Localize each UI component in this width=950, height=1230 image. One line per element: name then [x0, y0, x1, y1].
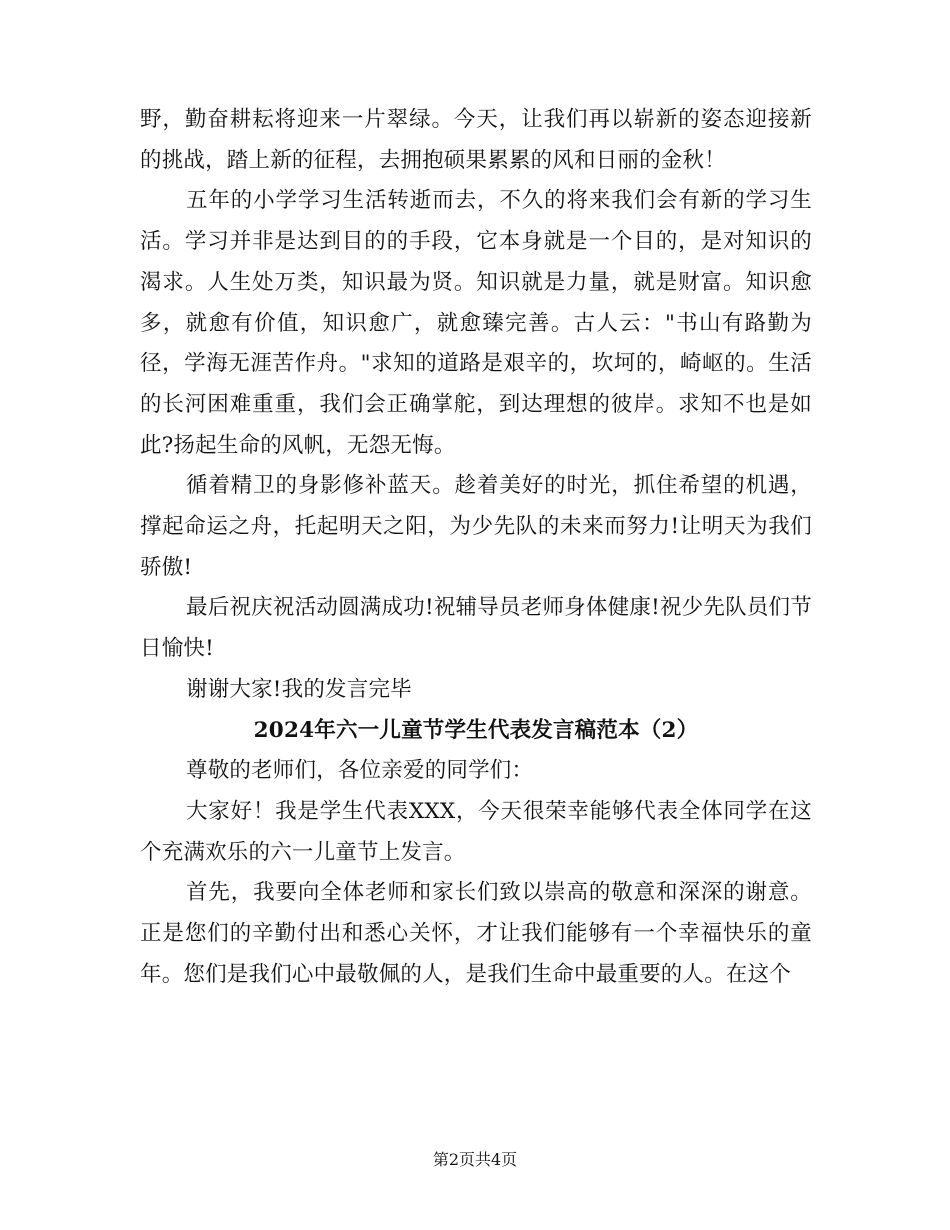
paragraph-continuation: 野，勤奋耕耘将迎来一片翠绿。今天，让我们再以崭新的姿态迎接新的挑战，踏上新的征程，去拥抱硕果累累的风和日丽的金秋！ — [140, 107, 812, 173]
paragraph-thanks: 谢谢大家!我的发言完毕 — [186, 676, 412, 702]
paragraph-salutation: 尊敬的老师们，各位亲爱的同学们： — [186, 758, 534, 784]
paragraph-greeting: 大家好！我是学生代表XXX，今天很荣幸能够代表全体同学在这个充满欢乐的六一儿童节上发言。 — [140, 798, 812, 865]
paragraph-gratitude: 首先，我要向全体老师和家长们致以崇高的敬意和深深的谢意。正是您们的辛勤付出和悉心关怀，才让我们能够有一个幸福快乐的童年。您们是我们心中最敬佩的人，是我们生命中最重要的人。在这个 — [140, 880, 812, 987]
document-body — [140, 100, 812, 995]
section-title: 2024年六一儿童节学生代表发言稿范本（2） — [253, 717, 699, 743]
paragraph-wishes: 最后祝庆祝活动圆满成功!祝辅导员老师身体健康!祝少先队员们节日愉快! — [140, 595, 812, 662]
page-number: 第2页共4页 — [432, 1150, 518, 1169]
paragraph-learning: 五年的小学学习生活转逝而去，不久的将来我们会有新的学习生活。学习并非是达到目的的手段，它本身就是一个目的，是对知识的渴求。人生处万类，知识最为贤。知识就是力量，就是财富。知识愈多，就愈有价值，知识愈广，就愈臻完善。古人云："书山有路勤为径，学海无涯苦作舟。"求知的道路是艰辛的，坎坷的，崎岖的。生活的长河困难重重，我们会正确掌舵，到达理想的彼岸。求知不也是如此?扬起生命的风帆，无怨无悔。 — [140, 188, 812, 458]
paragraph-future: 循着精卫的身影修补蓝天。趁着美好的时光，抓住希望的机遇，撑起命运之舟，托起明天之阳，为少先队的未来而努力!让明天为我们骄傲! — [140, 473, 812, 580]
